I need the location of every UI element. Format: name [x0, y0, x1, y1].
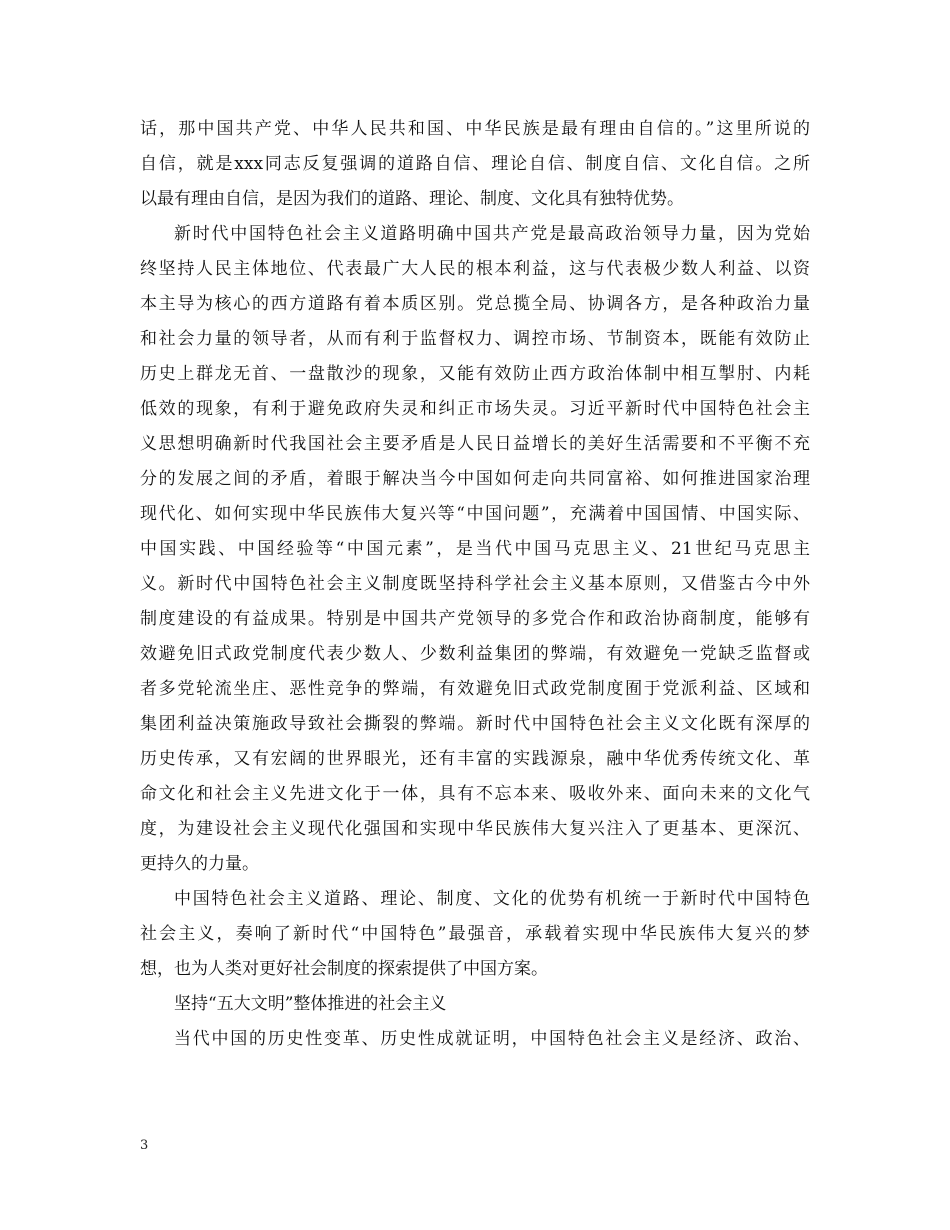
- text-line: 自信，就是xxx同志反复强调的道路自信、理论自信、制度自信、文化自信。之所: [140, 154, 810, 174]
- text-line: 当代中国的历史性变革、历史性成就证明，中国特色社会主义是经济、政治、: [174, 1029, 810, 1049]
- text-line: 以最有理由自信，是因为我们的道路、理论、制度、文化具有独特优势。: [140, 189, 684, 209]
- text-line: 现代化、如何实现中华民族伟大复兴等“中国问题”，充满着中国国情、中国实际、: [140, 504, 810, 524]
- text-line: 更持久的力量。: [140, 854, 259, 874]
- text-line: 义思想明确新时代我国社会主要矛盾是人民日益增长的美好生活需要和不平衡不充: [140, 434, 810, 454]
- text-line: 历史传承，又有宏阔的世界眼光，还有丰富的实践源泉，融中华优秀传统文化、革: [140, 749, 810, 769]
- body-text: [140, 112, 810, 1057]
- text-line: 制度建设的有益成果。特别是中国共产党领导的多党合作和政治协商制度，能够有: [140, 609, 810, 629]
- text-line: 新时代中国特色社会主义道路明确中国共产党是最高政治领导力量，因为党始: [174, 224, 810, 244]
- text-line: 中国特色社会主义道路、理论、制度、文化的优势有机统一于新时代中国特色: [174, 889, 810, 909]
- page-number: 3: [140, 1138, 149, 1153]
- text-line: 历史上群龙无首、一盘散沙的现象，又能有效防止西方政治体制中相互掣肘、内耗: [140, 364, 810, 384]
- text-line: 社会主义，奏响了新时代“中国特色”最强音，承载着实现中华民族伟大复兴的梦: [140, 924, 810, 944]
- text-line: 终坚持人民主体地位、代表最广大人民的根本利益，这与代表极少数人利益、以资: [140, 259, 810, 279]
- text-line: 度，为建设社会主义现代化强国和实现中华民族伟大复兴注入了更基本、更深沉、: [140, 819, 810, 839]
- text-line: 和社会力量的领导者，从而有利于监督权力、调控市场、节制资本，既能有效防止: [140, 329, 810, 349]
- text-line: 义。新时代中国特色社会主义制度既坚持科学社会主义基本原则，又借鉴古今中外: [140, 574, 810, 594]
- text-line: 话，那中国共产党、中华人民共和国、中华民族是最有理由自信的。”这里所说的: [140, 119, 810, 139]
- text-line: 坚持“五大文明”整体推进的社会主义: [174, 994, 447, 1014]
- text-line: 效避免旧式政党制度代表少数人、少数利益集团的弊端，有效避免一党缺乏监督或: [140, 644, 810, 664]
- text-line: 本主导为核心的西方道路有着本质区别。党总揽全局、协调各方，是各种政治力量: [140, 294, 810, 314]
- text-line: 者多党轮流坐庄、恶性竞争的弊端，有效避免旧式政党制度囿于党派利益、区域和: [140, 679, 810, 699]
- text-line: 集团利益决策施政导致社会撕裂的弊端。新时代中国特色社会主义文化既有深厚的: [140, 714, 810, 734]
- text-line: 分的发展之间的矛盾，着眼于解决当今中国如何走向共同富裕、如何推进国家治理: [140, 469, 810, 489]
- text-line: 命文化和社会主义先进文化于一体，具有不忘本来、吸收外来、面向未来的文化气: [140, 784, 810, 804]
- text-line: 中国实践、中国经验等“中国元素”，是当代中国马克思主义、21世纪马克思主: [140, 539, 810, 559]
- text-line: 低效的现象，有利于避免政府失灵和纠正市场失灵。习近平新时代中国特色社会主: [140, 399, 810, 419]
- text-line: 想，也为人类对更好社会制度的探索提供了中国方案。: [140, 959, 548, 979]
